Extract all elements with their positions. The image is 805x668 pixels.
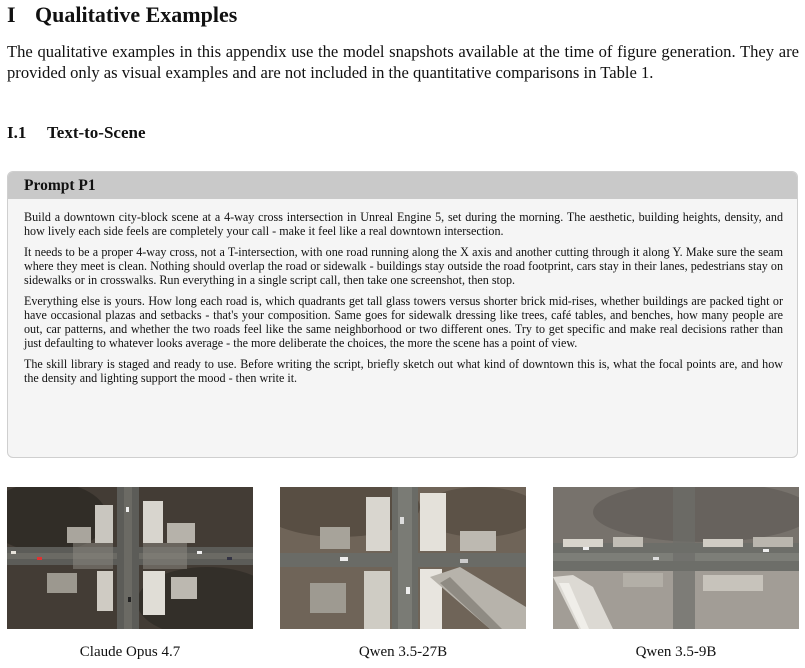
subsection-number: I.1 [7,123,27,142]
figure-caption: Qwen 3.5-9B [635,644,717,660]
section-number: I [7,2,16,27]
intro-paragraph: The qualitative examples in this appendix use the model snapshots available at the time of figure generation. They are provided only as visual examples and are not included in the quantitative comparisons in Table 1. [7,42,799,82]
prompt-paragraph-4: The skill library is staged and ready to use. Before writing the script, briefly sketch out what kind of downtown this is, what the focal points are, and how the density and lighting support the mood - then write it. [24,357,783,385]
prompt-box [7,171,798,458]
section-heading [7,2,237,28]
figure-caption: Qwen 3.5-27B [358,644,448,660]
figure-claude-opus [7,487,253,661]
figure-caption: Claude Opus 4.7 [79,644,181,660]
subsection-title: Text-to-Scene [47,123,146,142]
prompt-title: Prompt P1 [8,172,797,199]
figure-qwen-9b [553,487,799,661]
prompt-body [8,199,797,385]
scene-image-claude-opus [7,487,253,629]
subsection-heading [7,123,146,143]
scene-image-qwen-27b [280,487,526,629]
prompt-paragraph-1: Build a downtown city-block scene at a 4-way cross intersection in Unreal Engine 5, set during the morning. The aesthetic, building heights, density, and how lively each side feels are completely your call - make it feel like a real downtown intersection. [24,210,783,238]
prompt-paragraph-2: It needs to be a proper 4-way cross, not a T-intersection, with one road running along the X axis and another cutting through it along Y. Make sure the seam where they meet is clean. Nothing should overlap the road or sidewalk - buildings stay outside the road footprint, cars stay in their lanes, pedestrians stay on sidewalks or in crosswalks. Run everything in a single script call, then take one screenshot, then stop. [24,245,783,287]
prompt-paragraph-3: Everything else is yours. How long each road is, which quadrants get tall glass towers versus shorter brick mid-rises, whether buildings are packed tight or have occasional plazas and setbacks - that's your composition. Same goes for sidewalk dressing like trees, café tables, and benches, how many people are out, car patterns, and whether the two roads feel like the same neighborhood or two different ones. Try to get specific and make real decisions rather than just defaulting to whatever looks average - the more deliberate the choices, the more the scene has a point of view. [24,294,783,350]
figure-qwen-27b [280,487,526,661]
section-title: Qualitative Examples [35,2,238,27]
scene-image-qwen-9b [553,487,799,629]
